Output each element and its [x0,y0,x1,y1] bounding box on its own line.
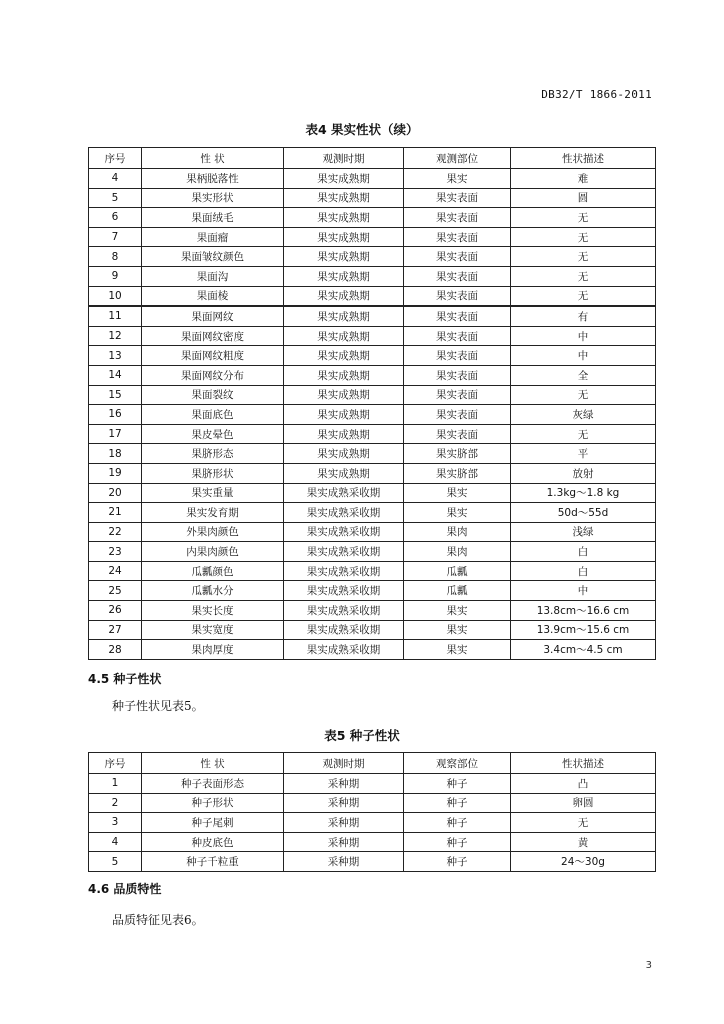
table-cell: 种子 [404,852,511,872]
table5-caption: 表5 种子性状 [324,728,400,743]
table-cell: 果面皱纹颜色 [142,247,284,267]
table-cell: 果实成熟期 [284,227,404,247]
table-row [89,306,656,326]
table-cell: 果实表面 [404,424,511,444]
table-cell: 4 [89,169,142,189]
table-cell: 果实脐部 [404,444,511,464]
table-cell: 果实 [404,503,511,523]
column-header: 观测时期 [284,753,404,774]
table-cell: 果面沟 [142,266,284,286]
table-cell: 采种期 [284,774,404,794]
table-cell: 白 [511,542,656,562]
section-4-5-heading: 4.5 种子性状 [88,672,162,686]
table4-caption: 表4 果实性状（续） [305,122,419,137]
table-cell: 黄 [511,832,656,852]
table-row [89,620,656,640]
table-cell: 果实表面 [404,208,511,228]
column-header: 观察部位 [404,753,511,774]
table-cell: 26 [89,601,142,621]
table-cell: 瓜瓤 [404,581,511,601]
table-cell: 果实成熟期 [284,326,404,346]
table-cell: 果面网纹分布 [142,365,284,385]
table-cell: 中 [511,346,656,366]
table-cell: 果实表面 [404,188,511,208]
table-cell: 果面网纹 [142,306,284,326]
table-cell: 果实成熟期 [284,365,404,385]
table-cell: 内果肉颜色 [142,542,284,562]
table-cell: 圆 [511,188,656,208]
table-row [89,188,656,208]
table-cell: 20 [89,483,142,503]
column-header: 性 状 [142,148,284,169]
table-cell: 无 [511,247,656,267]
table-cell: 无 [511,424,656,444]
table-row [89,503,656,523]
table-row [89,169,656,189]
table-cell: 果实重量 [142,483,284,503]
table-cell: 种子形状 [142,793,284,813]
table-row [89,463,656,483]
table-cell: 果实 [404,483,511,503]
table-cell: 果实脐部 [404,463,511,483]
table5-seed-traits [88,752,656,872]
column-header: 序号 [89,148,142,169]
table-cell: 外果肉颜色 [142,522,284,542]
table-cell: 11 [89,306,142,326]
column-header: 观测部位 [404,148,511,169]
table-row [89,424,656,444]
table-cell: 果实成熟期 [284,247,404,267]
table-cell: 18 [89,444,142,464]
table-cell: 果实 [404,601,511,621]
table-cell: 无 [511,266,656,286]
table-cell: 果实 [404,620,511,640]
table-cell: 浅绿 [511,522,656,542]
page-number: 3 [645,960,652,971]
table-row [89,326,656,346]
table-row [89,581,656,601]
table-cell: 中 [511,326,656,346]
table-cell: 果实成熟采收期 [284,581,404,601]
table-cell: 果实成熟采收期 [284,542,404,562]
table-cell: 果面底色 [142,405,284,425]
column-header: 性状描述 [511,148,656,169]
table-cell: 1.3kg～1.8 kg [511,483,656,503]
table-row [89,561,656,581]
document-code: DB32/T 1866-2011 [541,88,652,101]
table-cell: 果实成熟期 [284,208,404,228]
table-cell: 果实表面 [404,385,511,405]
table-cell: 果实成熟期 [284,286,404,306]
table-cell: 3 [89,813,142,833]
table-cell: 采种期 [284,852,404,872]
table-cell: 无 [511,385,656,405]
table-row [89,793,656,813]
table-cell: 21 [89,503,142,523]
table-cell: 果实发育期 [142,503,284,523]
table-cell: 果实成熟采收期 [284,483,404,503]
table-row [89,640,656,660]
table-cell: 卵圆 [511,793,656,813]
table-cell: 4 [89,832,142,852]
table-cell: 果实成熟期 [284,188,404,208]
table-cell: 17 [89,424,142,444]
table-cell: 果实成熟采收期 [284,561,404,581]
table-cell: 果肉厚度 [142,640,284,660]
table-cell: 采种期 [284,832,404,852]
table-cell: 瓜瓤水分 [142,581,284,601]
table-cell: 种子表面形态 [142,774,284,794]
table-cell: 果脐形状 [142,463,284,483]
table-cell: 果面棱 [142,286,284,306]
table-cell: 16 [89,405,142,425]
table-cell: 有 [511,306,656,326]
table-cell: 瓜瓤颜色 [142,561,284,581]
table-cell: 果实成熟期 [284,424,404,444]
table-cell: 22 [89,522,142,542]
table-cell: 15 [89,385,142,405]
table-cell: 果实成熟期 [284,266,404,286]
table-cell: 5 [89,188,142,208]
table-row [89,405,656,425]
table-row [89,601,656,621]
table-cell: 果面网纹密度 [142,326,284,346]
table-row [89,444,656,464]
table-cell: 25 [89,581,142,601]
table-row [89,852,656,872]
table-cell: 9 [89,266,142,286]
table-cell: 2 [89,793,142,813]
table-cell: 凸 [511,774,656,794]
table-cell: 果实表面 [404,326,511,346]
table-row [89,522,656,542]
table-cell: 果皮晕色 [142,424,284,444]
table-cell: 果实成熟期 [284,405,404,425]
table-cell: 果柄脱落性 [142,169,284,189]
table-row [89,208,656,228]
table-cell: 果实成熟期 [284,346,404,366]
table-cell: 23 [89,542,142,562]
table-cell: 果实成熟期 [284,463,404,483]
table-cell: 无 [511,227,656,247]
table-cell: 果实 [404,640,511,660]
table-cell: 果面网纹粗度 [142,346,284,366]
column-header: 性 状 [142,753,284,774]
table-cell: 13 [89,346,142,366]
table-cell: 28 [89,640,142,660]
table-cell: 种子 [404,793,511,813]
column-header: 序号 [89,753,142,774]
table-cell: 果实成熟采收期 [284,601,404,621]
table-cell: 灰绿 [511,405,656,425]
table-row [89,286,656,306]
table-cell: 果实成熟采收期 [284,640,404,660]
table-row [89,266,656,286]
table-cell: 果实表面 [404,286,511,306]
table-header-row [89,753,656,774]
table-cell: 果实 [404,169,511,189]
table-cell: 种子千粒重 [142,852,284,872]
table-row [89,227,656,247]
table-header-row [89,148,656,169]
section-4-6-text: 品质特征见表6。 [112,913,204,927]
table-cell: 果面裂纹 [142,385,284,405]
table-cell: 13.9cm～15.6 cm [511,620,656,640]
table-cell: 白 [511,561,656,581]
table-row [89,385,656,405]
table-cell: 果面瘤 [142,227,284,247]
table-cell: 全 [511,365,656,385]
table-cell: 果实表面 [404,227,511,247]
table-cell: 5 [89,852,142,872]
table-cell: 12 [89,326,142,346]
table-cell: 24 [89,561,142,581]
table-cell: 27 [89,620,142,640]
table-cell: 果实宽度 [142,620,284,640]
table-cell: 果实形状 [142,188,284,208]
table-cell: 果肉 [404,542,511,562]
table-cell: 50d～55d [511,503,656,523]
table-cell: 14 [89,365,142,385]
table-cell: 果实表面 [404,405,511,425]
table-cell: 果脐形态 [142,444,284,464]
table-cell: 10 [89,286,142,306]
table-row [89,813,656,833]
table-row [89,832,656,852]
table-row [89,542,656,562]
table-row [89,483,656,503]
table-cell: 24～30g [511,852,656,872]
table-cell: 果实成熟采收期 [284,620,404,640]
table-cell: 果实成熟期 [284,385,404,405]
section-4-6-heading: 4.6 品质特性 [88,882,162,896]
table-row [89,346,656,366]
table-cell: 中 [511,581,656,601]
table-cell: 3.4cm～4.5 cm [511,640,656,660]
table-cell: 7 [89,227,142,247]
table-cell: 难 [511,169,656,189]
table-cell: 放射 [511,463,656,483]
table-cell: 无 [511,813,656,833]
table-cell: 6 [89,208,142,228]
table-cell: 种子 [404,774,511,794]
table-cell: 19 [89,463,142,483]
table-cell: 果实表面 [404,247,511,267]
table-row [89,247,656,267]
table-cell: 果实成熟采收期 [284,503,404,523]
table-cell: 果实表面 [404,266,511,286]
table-cell: 果面绒毛 [142,208,284,228]
column-header: 观测时期 [284,148,404,169]
table-cell: 采种期 [284,813,404,833]
table-cell: 果实成熟期 [284,444,404,464]
table-cell: 种皮底色 [142,832,284,852]
table-cell: 果实表面 [404,346,511,366]
table-cell: 果实成熟期 [284,169,404,189]
table-row [89,774,656,794]
table-cell: 采种期 [284,793,404,813]
table-cell: 瓜瓤 [404,561,511,581]
table-cell: 果实成熟采收期 [284,522,404,542]
table4-fruit-traits [88,147,656,660]
table-cell: 平 [511,444,656,464]
table-cell: 果实表面 [404,306,511,326]
section-4-5-text: 种子性状见表5。 [112,699,204,713]
table-cell: 果实成熟期 [284,306,404,326]
table-cell: 无 [511,208,656,228]
table-cell: 8 [89,247,142,267]
column-header: 性状描述 [511,753,656,774]
table-cell: 种子尾刺 [142,813,284,833]
table-cell: 果实长度 [142,601,284,621]
table-cell: 果肉 [404,522,511,542]
table-cell: 13.8cm～16.6 cm [511,601,656,621]
table-cell: 种子 [404,813,511,833]
table-cell: 果实表面 [404,365,511,385]
table-cell: 种子 [404,832,511,852]
table-cell: 1 [89,774,142,794]
table-cell: 无 [511,286,656,306]
table-row [89,365,656,385]
